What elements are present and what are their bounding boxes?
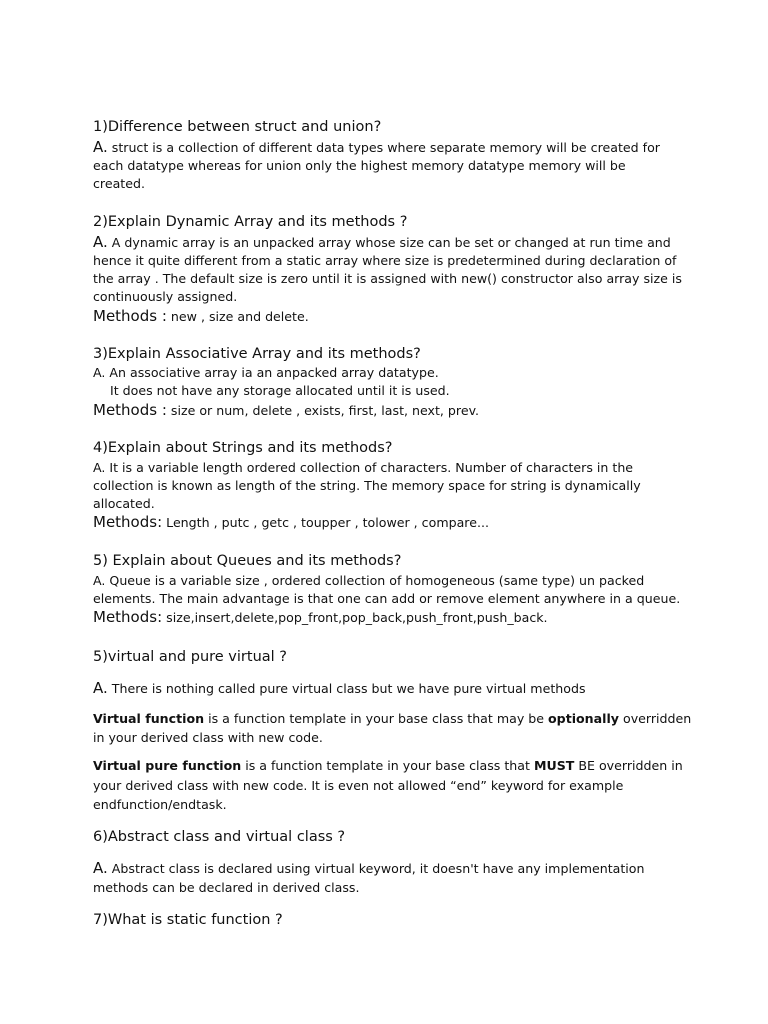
methods-2	[93, 307, 309, 326]
methods-3	[93, 401, 479, 420]
answer-2-line-4: continuously assigned.	[93, 289, 238, 304]
question-4-title: 4)Explain about Strings and its methods?	[93, 440, 393, 456]
answer-text: Abstract class is declared using virtual keyword, it doesn't have any implementation	[107, 861, 645, 876]
answer-5-line-2: elements. The main advantage is that one can add or remove element anywhere in a queue.	[93, 591, 681, 606]
methods-label: Methods:	[93, 608, 163, 626]
virtual-pure-function-line-3: endfunction/endtask.	[93, 797, 227, 812]
answer-7-line-1	[93, 859, 644, 878]
answer-4-line-1: A. It is a variable length ordered collection of characters. Number of characters in the	[93, 460, 634, 475]
question-3-title: 3)Explain Associative Array and its methods?	[93, 346, 421, 362]
virtual-function-line-1	[93, 710, 691, 728]
answer-1-line-2: each datatype whereas for union only the highest memory datatype memory will be	[93, 158, 626, 173]
answer-text: There is nothing called pure virtual class but we have pure virtual methods	[107, 681, 586, 696]
answer-label: A.	[93, 138, 108, 156]
answer-5-line-1: A. Queue is a variable size , ordered collection of homogeneous (same type) un packed	[93, 573, 645, 588]
question-1-title: 1)Difference between struct and union?	[93, 119, 382, 135]
question-8-title: 7)What is static function ?	[93, 912, 283, 928]
answer-3-line-2: It does not have any storage allocated until it is used.	[110, 383, 450, 398]
answer-6-line-1	[93, 679, 586, 698]
answer-2-line-2: hence it quite different from a static array where size is predetermined during declaration of	[93, 253, 677, 268]
term-virtual-function: Virtual function	[93, 711, 205, 726]
methods-label: Methods :	[93, 307, 167, 325]
answer-2-line-3: the array . The default size is zero until it is assigned with new() constructor also array size is	[93, 271, 682, 286]
virtual-pure-function-line-1	[93, 757, 683, 775]
answer-text: A dynamic array is an unpacked array whose size can be set or changed at run time and	[107, 235, 671, 250]
virtual-function-line-2: in your derived class with new code.	[93, 730, 323, 745]
methods-label: Methods:	[93, 513, 163, 531]
methods-5	[93, 608, 548, 627]
definition-text: overridden	[619, 711, 692, 726]
answer-1-line-1	[93, 138, 660, 157]
question-7-title: 6)Abstract class and virtual class ?	[93, 829, 346, 845]
answer-1-line-3: created.	[93, 176, 145, 191]
answer-2-line-1	[93, 233, 671, 252]
definition-text: BE overridden in	[574, 758, 683, 773]
methods-list: Length , putc , getc , toupper , tolower , compare...	[162, 515, 489, 530]
methods-4	[93, 513, 489, 532]
answer-4-line-2: collection is known as length of the string. The memory space for string is dynamically	[93, 478, 641, 493]
methods-list: size,insert,delete,pop_front,pop_back,push_front,push_back.	[162, 610, 548, 625]
answer-label: A.	[93, 859, 108, 877]
answer-label: A.	[93, 233, 108, 251]
question-5-title: 5) Explain about Queues and its methods?	[93, 553, 402, 569]
methods-label: Methods :	[93, 401, 167, 419]
answer-7-line-2: methods can be declared in derived class.	[93, 880, 360, 895]
answer-4-line-3: allocated.	[93, 496, 155, 511]
question-2-title: 2)Explain Dynamic Array and its methods ?	[93, 214, 408, 230]
answer-label: A.	[93, 679, 108, 697]
methods-list: size or num, delete , exists, first, last, next, prev.	[166, 403, 480, 418]
answer-text: struct is a collection of different data types where separate memory will be created for	[107, 140, 660, 155]
virtual-pure-function-line-2: your derived class with new code. It is even not allowed “end” keyword for example	[93, 778, 624, 793]
definition-text: is a function template in your base class that	[241, 758, 534, 773]
emphasis-must: MUST	[533, 758, 575, 773]
methods-list: new , size and delete.	[166, 309, 309, 324]
answer-3-line-1: A. An associative array ia an anpacked array datatype.	[93, 365, 439, 380]
definition-text: is a function template in your base class that may be	[204, 711, 549, 726]
question-6-title: 5)virtual and pure virtual ?	[93, 649, 287, 665]
emphasis-optionally: optionally	[548, 711, 619, 726]
term-virtual-pure-function: Virtual pure function	[93, 758, 242, 773]
